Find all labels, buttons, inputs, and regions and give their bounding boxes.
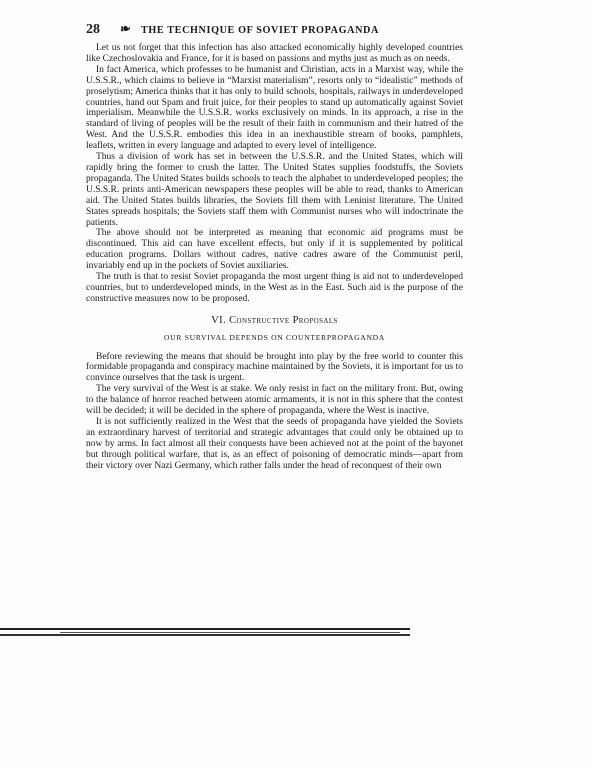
paragraph: The truth is that to resist Soviet propaganda the most urgent thing is aid not to underdeveloped countries, but to underdeveloped minds, in the West as in the East. Such aid is the purpose of the constructive measures now to be proposed.: [86, 272, 463, 304]
paragraph: Let us not forget that this infection has also attacked economically highly developed countries like Czechoslovakia and France, for it is based on passions and myths just as much as on needs.: [86, 43, 463, 64]
paragraph: The very survival of the West is at stake. We only resist in fact on the military front. But, owing to the balance of horror reached between atomic armaments, it is not in this sphere that the contest will be decided; it will be decided in the sphere of propaganda, where the West is inactive.: [86, 384, 463, 417]
body-text: [86, 43, 463, 472]
section-title: [86, 316, 463, 327]
page-number: 28: [86, 22, 100, 37]
subsection-title: OUR SURVIVAL DEPENDS ON COUNTERPROPAGANDA: [163, 332, 386, 342]
page-header: [86, 22, 466, 40]
paragraph: Thus a division of work has set in between the U.S.S.R. and the United States, which will rapidly bring the former to crush the latter. The United States supplies foodstuffs, the Soviets propaganda. The United States builds schools to teach the alphabet to underdeveloped peoples; the U.S.S.R. prints anti-American newspapers these peoples will be able to read, thanks to American aid. The United States builds libraries, the Soviets fill them with Leninist literature. The United States spreads hospitals; the Soviets staff them with Communist nurses who will indoctrinate the patients.: [86, 152, 463, 228]
bottom-rule-lower: [0, 634, 410, 636]
bottom-rule-thin: [60, 632, 400, 633]
paragraph: In fact America, which professes to be humanist and Christian, acts in a Marxist way, while the U.S.S.R., which claims to believe in “Marxist materialism”, resorts only to “idealistic” methods of proselytism; America thinks that it has only to build schools, hospitals, railways in underdeveloped countries, hand out Spam and fruit juice, for their peoples to stand up automatically against Soviet imperialism. Meanwhile the U.S.S.R. works exclusively on minds. In its approach, a rise in the standard of living of peoples will be the result of their faith in communism and their hatred of the West. And the U.S.S.R. embodies this idea in an inexhaustible stream of books, pamphlets, leaflets, written in every language and adapted to every level of intelligence.: [86, 64, 463, 152]
running-head: THE TECHNIQUE OF SOVIET PROPAGANDA: [141, 25, 379, 36]
paragraph: Before reviewing the means that should be brought into play by the free world to counter this formidable propaganda and conspiracy machine maintained by the Soviets, it is important for us to convince ourselves that the task is urgent.: [86, 351, 463, 384]
paragraph: The above should not be interpreted as meaning that economic aid programs must be discontinued. This aid can have excellent effects, but only if it is supplemented by political education programs. Dollars without cadres, native cadres aware of the Communist peril, invariably end up in the pockets of Soviet auxiliaries.: [86, 228, 463, 272]
section-number: VI.: [211, 314, 227, 326]
bottom-rule: [0, 628, 410, 630]
paragraph: It is not sufficiently realized in the West that the seeds of propaganda have yielded the Soviets an extraordinary harvest of territorial and strategic advantages that could only be obtained up to now by arms. In fact almost all their conquests have been achieved not at the point of the bayonet but through political warfare, that is, as an effect of poisoning of democratic minds—apart from their victory over Nazi Germany, which rather falls under the head of reconquest of their own: [86, 417, 463, 471]
section-title-text: Constructive Proposals: [229, 314, 338, 326]
stamp-mark-icon: ❧: [118, 20, 133, 37]
